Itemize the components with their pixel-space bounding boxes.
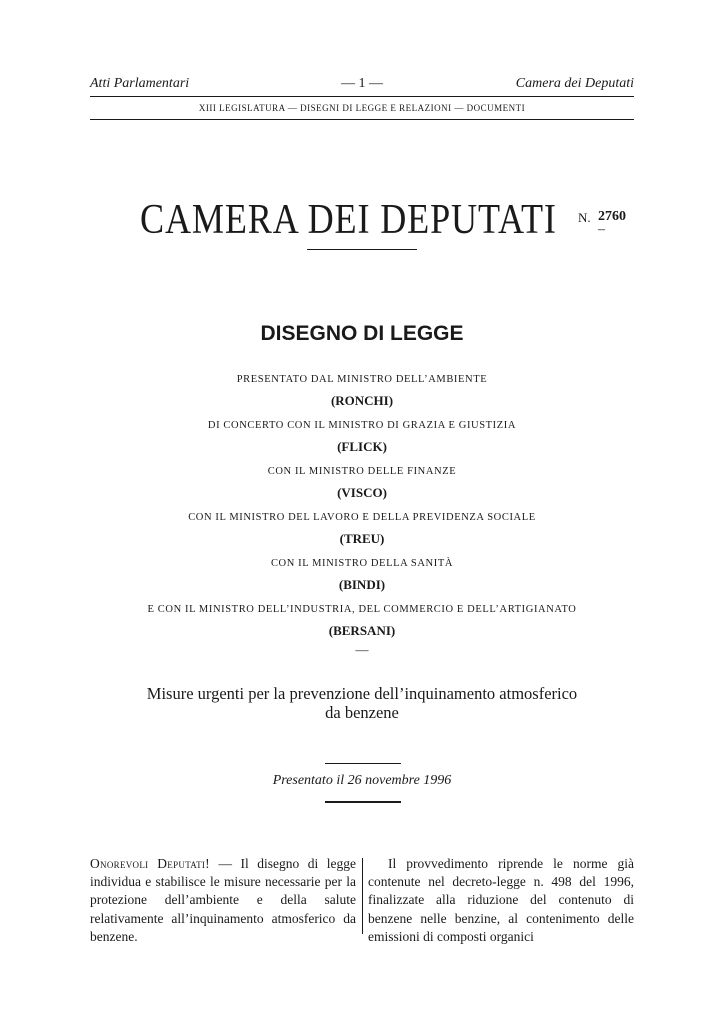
header-rule-bottom bbox=[90, 119, 634, 120]
header-right: Camera dei Deputati bbox=[515, 76, 634, 91]
minister-name-6: (BERSANI) bbox=[328, 623, 396, 638]
presentation-date: Presentato il 26 novembre 1996 bbox=[272, 773, 452, 788]
right-column-text: Il provvedimento riprende le norme già contenute nel decreto-legge n. 498 del 1996, finalizzate alla riduzione del contenuto di benzene nelle benzine, al contenimento delle emissioni di composti organici bbox=[368, 856, 634, 944]
minister-name-1: (RONCHI) bbox=[330, 393, 394, 408]
document-number-label: N. bbox=[578, 210, 591, 225]
masthead-rule bbox=[307, 249, 417, 250]
minister-role-2: DI CONCERTO CON IL MINISTRO DI GRAZIA E GIUSTIZIA bbox=[207, 420, 517, 431]
minister-name-3: (VISCO) bbox=[337, 485, 387, 500]
body-column-left bbox=[90, 855, 356, 946]
minister-name-5: (BINDI) bbox=[338, 577, 386, 592]
minister-name-4: (TREU) bbox=[339, 531, 385, 546]
minister-role-1: PRESENTATO DAL MINISTRO DELL’AMBIENTE bbox=[236, 374, 488, 385]
document-number-dash: – bbox=[598, 222, 605, 237]
presented-rule-top bbox=[325, 763, 401, 764]
salutation: Onorevoli Deputati! bbox=[90, 856, 210, 871]
subheader: XIII LEGISLATURA — DISEGNI DI LEGGE E RELAZIONI — DOCUMENTI bbox=[198, 103, 526, 113]
bill-title bbox=[0, 684, 724, 722]
left-column-text: — Il disegno di legge individua e stabilisce le misure necessarie per la protezione dell’ambiente e della salute relativamente all’inquinamento atmosferico da benzene. bbox=[90, 856, 357, 944]
bill-title-line-1: Misure urgenti per la prevenzione dell’inquinamento atmosferico bbox=[146, 684, 578, 703]
minister-name-2: (FLICK) bbox=[337, 439, 387, 454]
minister-role-4: CON IL MINISTRO DEL LAVORO E DELLA PREVIDENZA SOCIALE bbox=[188, 512, 536, 523]
document-number: 2760 bbox=[598, 209, 626, 224]
minister-role-5: CON IL MINISTRO DELLA SANITÀ bbox=[270, 558, 454, 569]
bill-type: DISEGNO DI LEGGE bbox=[260, 322, 464, 345]
section-separator: — bbox=[355, 642, 369, 657]
column-divider bbox=[362, 858, 363, 934]
bill-title-line-2: da benzene bbox=[325, 703, 399, 722]
minister-role-6: E CON IL MINISTRO DELL’INDUSTRIA, DEL COMMERCIO E DELL’ARTIGIANATO bbox=[147, 604, 577, 615]
minister-role-3: CON IL MINISTRO DELLE FINANZE bbox=[267, 466, 457, 477]
presented-rule-bottom bbox=[325, 801, 401, 803]
chamber-title: CAMERA DEI DEPUTATI bbox=[140, 197, 557, 243]
page-number: — 1 — bbox=[341, 76, 383, 91]
body-column-right bbox=[368, 855, 634, 946]
header-left: Atti Parlamentari bbox=[90, 76, 190, 91]
header-rule-top bbox=[90, 96, 634, 97]
